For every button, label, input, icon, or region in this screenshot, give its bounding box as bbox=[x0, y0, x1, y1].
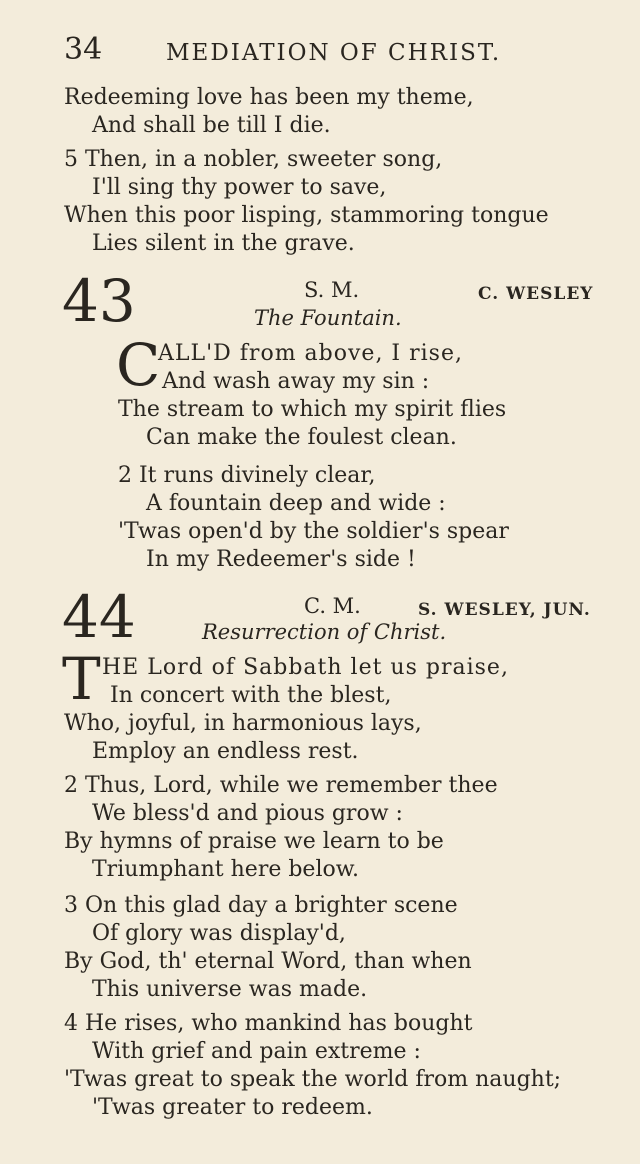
verse-line: By hymns of praise we learn to be bbox=[64, 829, 444, 854]
verse-line: With grief and pain extreme : bbox=[92, 1039, 421, 1064]
hymn-meter: C. M. bbox=[304, 594, 361, 618]
verse-line: We bless'd and pious grow : bbox=[92, 801, 403, 826]
verse-line: Redeeming love has been my theme, bbox=[64, 85, 474, 110]
verse-line: 'Twas great to speak the world from naught; bbox=[64, 1067, 562, 1092]
verse-line: When this poor lisping, stammoring tongue bbox=[64, 203, 549, 228]
verse-line: 'Twas open'd by the soldier's spear bbox=[118, 519, 509, 544]
verse-line: 5 Then, in a nobler, sweeter song, bbox=[64, 147, 443, 172]
verse-line: Who, joyful, in harmonious lays, bbox=[64, 711, 422, 736]
running-title: MEDIATION OF CHRIST. bbox=[166, 40, 502, 66]
verse-line: The stream to which my spirit flies bbox=[118, 397, 507, 422]
drop-cap: C bbox=[116, 331, 161, 399]
verse-line: 2 It runs divinely clear, bbox=[118, 463, 376, 488]
verse-line: By God, th' eternal Word, than when bbox=[64, 949, 472, 974]
verse-line: Employ an endless rest. bbox=[92, 739, 359, 764]
verse-line: 2 Thus, Lord, while we remember thee bbox=[64, 773, 498, 798]
verse-line: HE Lord of Sabbath let us praise, bbox=[102, 655, 509, 680]
verse-line: In concert with the blest, bbox=[110, 683, 392, 708]
hymn-title: The Fountain. bbox=[254, 306, 402, 330]
verse-line: In my Redeemer's side ! bbox=[146, 547, 416, 572]
drop-cap: T bbox=[62, 645, 101, 713]
verse-line: Can make the foulest clean. bbox=[146, 425, 457, 450]
verse-line: ALL'D from above, I rise, bbox=[158, 341, 463, 366]
verse-line: Of glory was display'd, bbox=[92, 921, 346, 946]
verse-line: 'Twas greater to redeem. bbox=[92, 1095, 373, 1120]
hymn-composer: C. WESLEY bbox=[478, 284, 594, 304]
hymn-composer: S. WESLEY, JUN. bbox=[418, 600, 591, 620]
verse-line: And shall be till I die. bbox=[92, 113, 331, 138]
verse-line: 3 On this glad day a brighter scene bbox=[64, 893, 458, 918]
hymn-meter: S. M. bbox=[304, 278, 360, 302]
hymn-title: Resurrection of Christ. bbox=[202, 620, 447, 644]
verse-line: 4 He rises, who mankind has bought bbox=[64, 1011, 473, 1036]
hymn-number: 43 bbox=[62, 267, 136, 335]
verse-line: Lies silent in the grave. bbox=[92, 231, 355, 256]
page-number: 34 bbox=[64, 32, 103, 67]
verse-line: Triumphant here below. bbox=[92, 857, 359, 882]
verse-line: I'll sing thy power to save, bbox=[92, 175, 387, 200]
verse-line: And wash away my sin : bbox=[162, 369, 430, 394]
verse-line: A fountain deep and wide : bbox=[146, 491, 446, 516]
verse-line: This universe was made. bbox=[92, 977, 368, 1002]
hymn-number: 44 bbox=[62, 583, 136, 651]
